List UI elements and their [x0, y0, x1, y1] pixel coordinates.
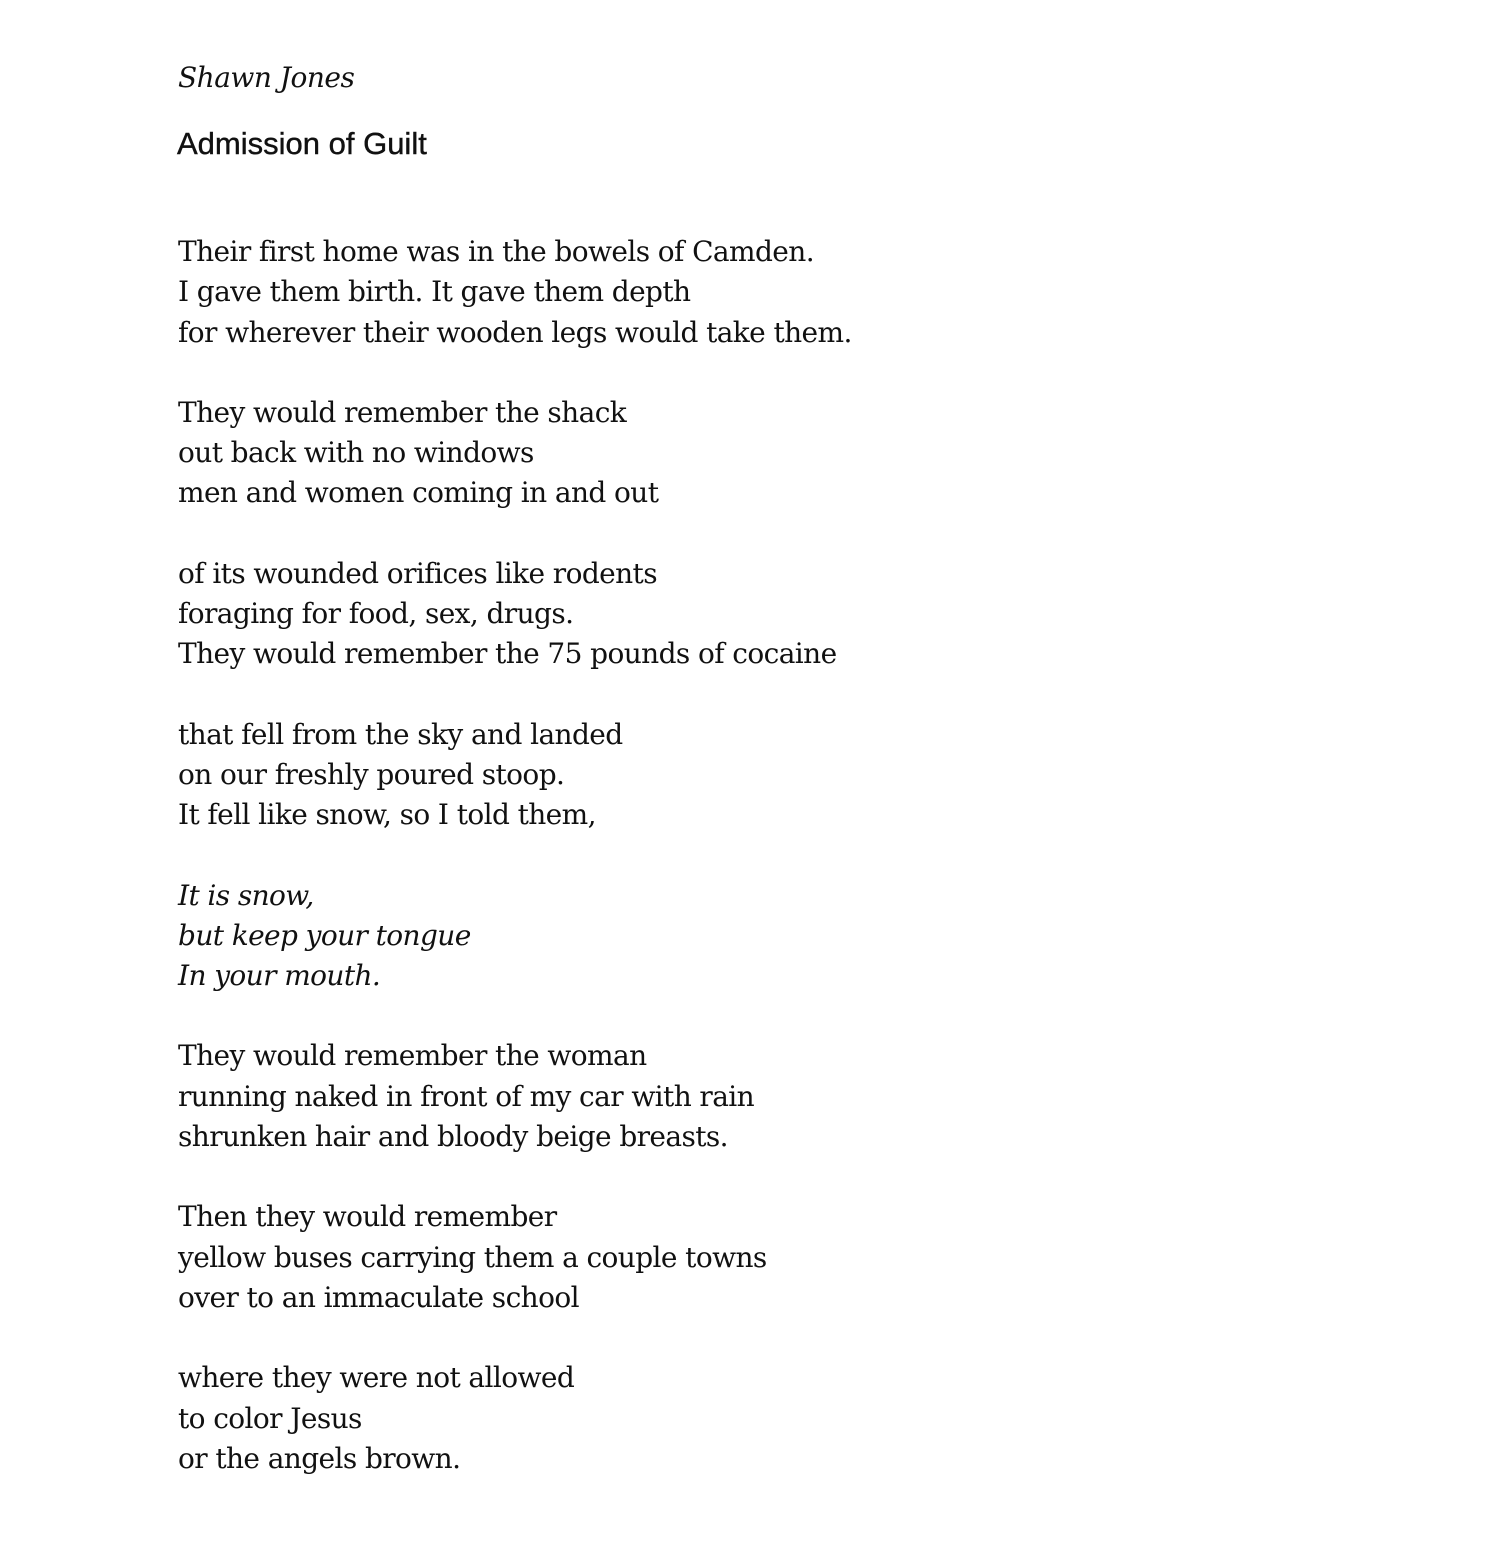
poem-line: of its wounded orifices like rodents	[178, 556, 657, 590]
poem-line: out back with no windows	[178, 436, 534, 470]
stanza	[178, 1197, 1378, 1318]
poem-line: foraging for food, sex, drugs.	[178, 597, 574, 631]
poem-line: They would remember the shack	[178, 395, 627, 429]
poem-title: Admission of Guilt	[177, 126, 427, 161]
stanza	[178, 1358, 1378, 1479]
poem-line: running naked in front of my car with rain	[178, 1079, 755, 1113]
poem-line: on our freshly poured stoop.	[178, 757, 565, 791]
stanza	[178, 554, 1378, 675]
document-page	[178, 58, 1378, 1519]
stanza	[178, 715, 1378, 836]
poem-line: shrunken hair and bloody beige breasts.	[178, 1120, 728, 1154]
poem-line: I gave them birth. It gave them depth	[178, 275, 691, 309]
poem-line: Their first home was in the bowels of Camden.	[178, 235, 814, 268]
poem-line: They would remember the woman	[178, 1039, 647, 1073]
poem-line: In your mouth.	[178, 959, 381, 993]
poem-line: that fell from the sky and landed	[178, 717, 623, 751]
poem-line: or the angels brown.	[178, 1441, 461, 1475]
poem-line: to color Jesus	[178, 1401, 362, 1435]
poem-line: It is snow,	[178, 878, 314, 912]
poem-line: They would remember the 75 pounds of cocaine	[178, 637, 837, 671]
poem-line: where they were not allowed	[178, 1361, 575, 1395]
italic-stanza	[178, 876, 1378, 997]
poem-line: yellow buses carrying them a couple towns	[178, 1240, 767, 1274]
poem-line: It fell like snow, so I told them,	[178, 798, 596, 832]
stanza	[178, 1036, 1378, 1157]
stanza	[178, 232, 1378, 353]
poem-body	[178, 232, 1378, 1479]
poem-line: over to an immaculate school	[178, 1280, 579, 1314]
poem-line: Then they would remember	[178, 1200, 557, 1234]
stanza	[178, 393, 1378, 514]
poem-line: men and women coming in and out	[178, 476, 659, 510]
author-name: Shawn Jones	[178, 61, 355, 94]
poem-line: for wherever their wooden legs would take them.	[178, 315, 852, 349]
poem-line: but keep your tongue	[178, 918, 471, 952]
